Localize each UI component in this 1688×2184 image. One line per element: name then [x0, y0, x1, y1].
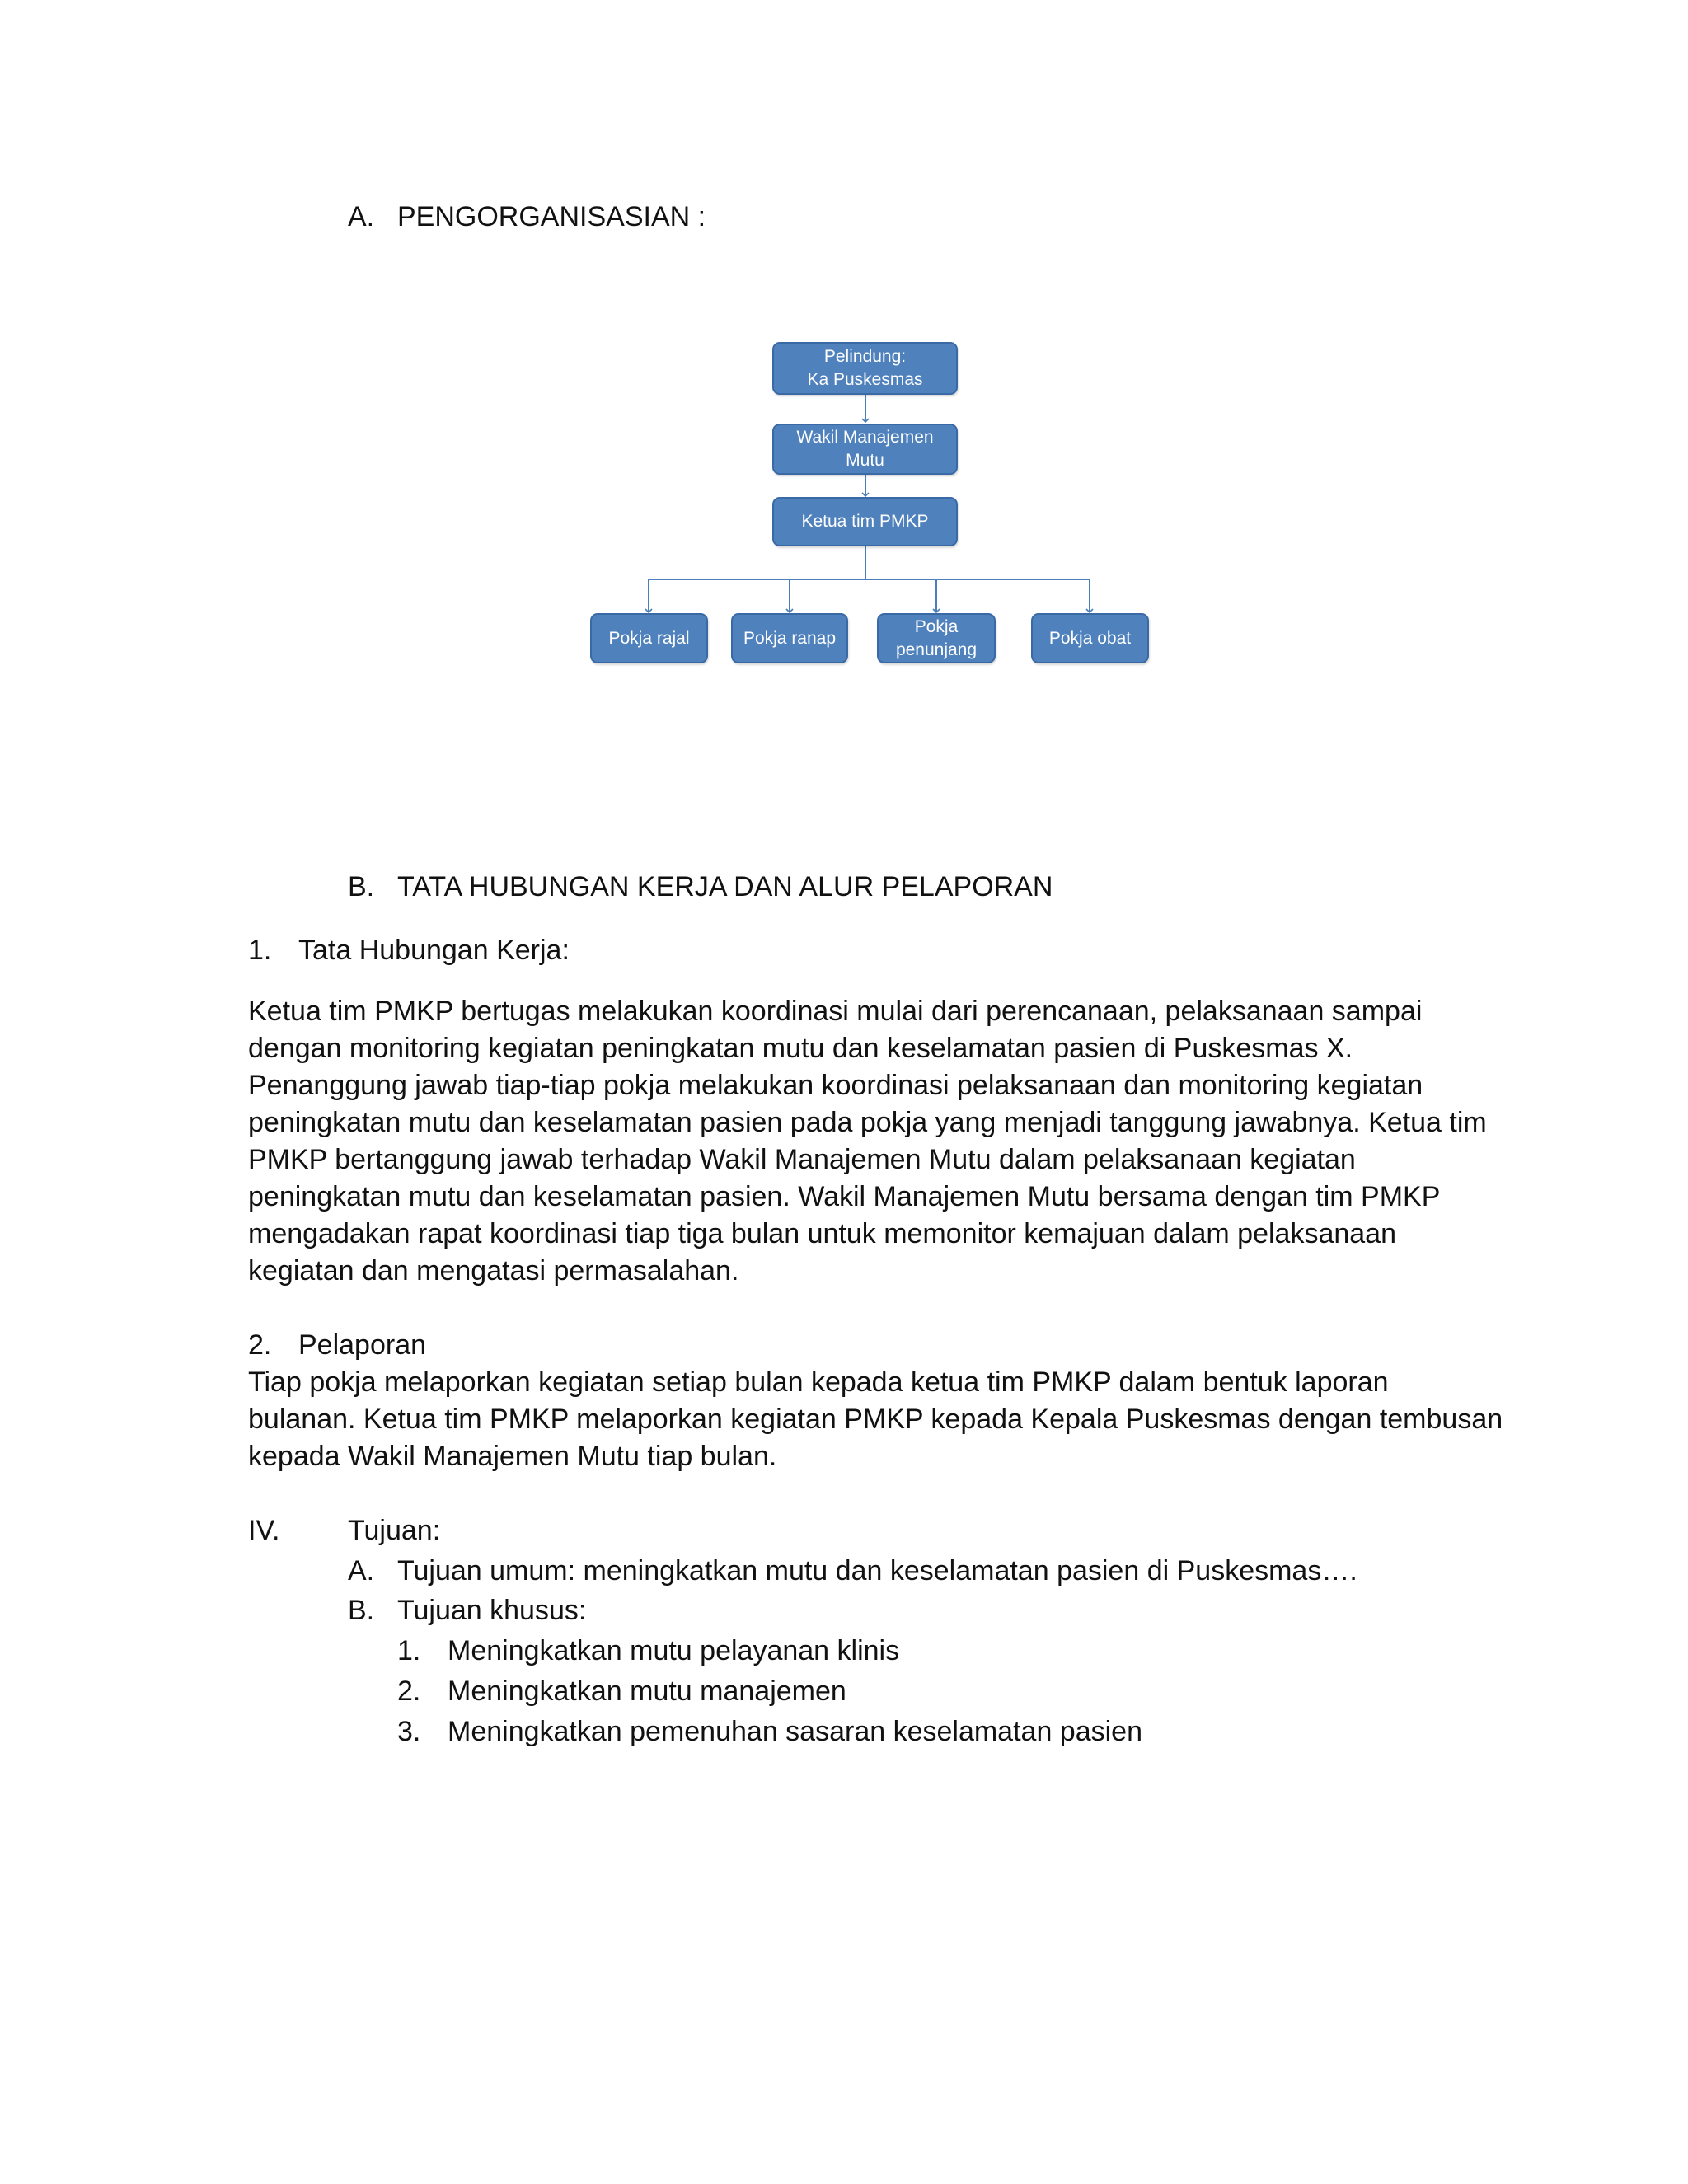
- pelindung-line1: Pelindung:: [823, 347, 907, 366]
- org-box-pokja-ranap: [731, 613, 848, 663]
- item2-number: 2.: [248, 1329, 272, 1361]
- pokja-rajal-label: Pokja rajal: [608, 628, 690, 648]
- tujuan-item-number: 3.: [397, 1716, 421, 1747]
- paragraph-line: peningkatan mutu dan keselamatan pasien. Wakil Manajemen Mutu bersama dengan tim PMKP: [248, 1181, 1441, 1212]
- org-box-ketua: [772, 497, 958, 546]
- org-box-pelindung: [772, 342, 958, 395]
- wakil-line2: Mutu: [846, 451, 884, 470]
- pokja-ranap-label: Pokja ranap: [743, 628, 837, 648]
- paragraph-line: Tiap pokja melaporkan kegiatan setiap bulan kepada ketua tim PMKP dalam bentuk laporan: [248, 1366, 1389, 1398]
- pokja-obat-label: Pokja obat: [1048, 628, 1132, 648]
- tujuan-item-text: Meningkatkan pemenuhan sasaran keselamatan pasien: [448, 1716, 1142, 1747]
- tujuan-b-letter: B.: [348, 1595, 375, 1626]
- item2-title: Pelaporan: [298, 1329, 427, 1361]
- wakil-line1: Wakil Manajemen: [796, 428, 934, 447]
- paragraph-line: Penanggung jawab tiap-tiap pokja melakukan koordinasi pelaksanaan dan monitoring kegiatan: [248, 1070, 1423, 1101]
- ketua-label: Ketua tim PMKP: [801, 512, 929, 531]
- tujuan-item-text: Meningkatkan mutu manajemen: [448, 1675, 846, 1707]
- org-box-pokja-rajal: [590, 613, 708, 663]
- item1-title: Tata Hubungan Kerja:: [298, 935, 570, 966]
- paragraph-line: bulanan. Ketua tim PMKP melaporkan kegiatan PMKP kepada Kepala Puskesmas dengan tembusan: [248, 1404, 1503, 1435]
- section-a-letter: A.: [348, 201, 375, 232]
- org-box-pokja-penunjang: [877, 613, 996, 663]
- tujuan-khusus-text: Tujuan khusus:: [397, 1595, 587, 1626]
- tujuan-umum-text: Tujuan umum: meningkatkan mutu dan keselamatan pasien di Puskesmas….: [397, 1555, 1357, 1586]
- paragraph-line: dengan monitoring kegiatan peningkatan mutu dan keselamatan pasien di Puskesmas X.: [248, 1033, 1353, 1064]
- item1-paragraph: [248, 993, 1501, 1290]
- tujuan-item-number: 1.: [397, 1635, 421, 1666]
- tujuan-item-text: Meningkatkan mutu pelayanan klinis: [448, 1635, 900, 1666]
- paragraph-line: peningkatan mutu dan keselamatan pasien pada pokja yang menjadi tanggung jawabnya. Ketua tim: [248, 1107, 1487, 1138]
- tujuan-a-letter: A.: [348, 1555, 375, 1586]
- tujuan-item-number: 2.: [397, 1675, 421, 1707]
- section-iv-title: Tujuan:: [348, 1515, 441, 1546]
- org-box-pokja-obat: [1031, 613, 1149, 663]
- section-iv-numeral: IV.: [248, 1515, 280, 1546]
- paragraph-line: kepada Wakil Manajemen Mutu tiap bulan.: [248, 1441, 777, 1472]
- item2-paragraph: [248, 1364, 1501, 1475]
- section-a-title: PENGORGANISASIAN :: [397, 201, 706, 232]
- pelindung-line2: Ka Puskesmas: [807, 370, 923, 389]
- pokja-penunjang-line1: Pokja: [914, 616, 959, 636]
- section-b-letter: B.: [348, 871, 375, 902]
- paragraph-line: mengadakan rapat koordinasi tiap tiga bulan untuk memonitor kemajuan dalam pelaksanaan: [248, 1218, 1396, 1249]
- org-box-wakil-manajemen: [772, 424, 958, 475]
- paragraph-line: PMKP bertanggung jawab terhadap Wakil Manajemen Mutu dalam pelaksanaan kegiatan: [248, 1144, 1356, 1175]
- item1-number: 1.: [248, 935, 272, 966]
- section-b-title: TATA HUBUNGAN KERJA DAN ALUR PELAPORAN: [397, 871, 1053, 902]
- paragraph-line: Ketua tim PMKP bertugas melakukan koordinasi mulai dari perencanaan, pelaksanaan sampai: [248, 996, 1423, 1027]
- pokja-penunjang-line2: penunjang: [895, 640, 978, 659]
- paragraph-line: kegiatan dan mengatasi permasalahan.: [248, 1255, 739, 1286]
